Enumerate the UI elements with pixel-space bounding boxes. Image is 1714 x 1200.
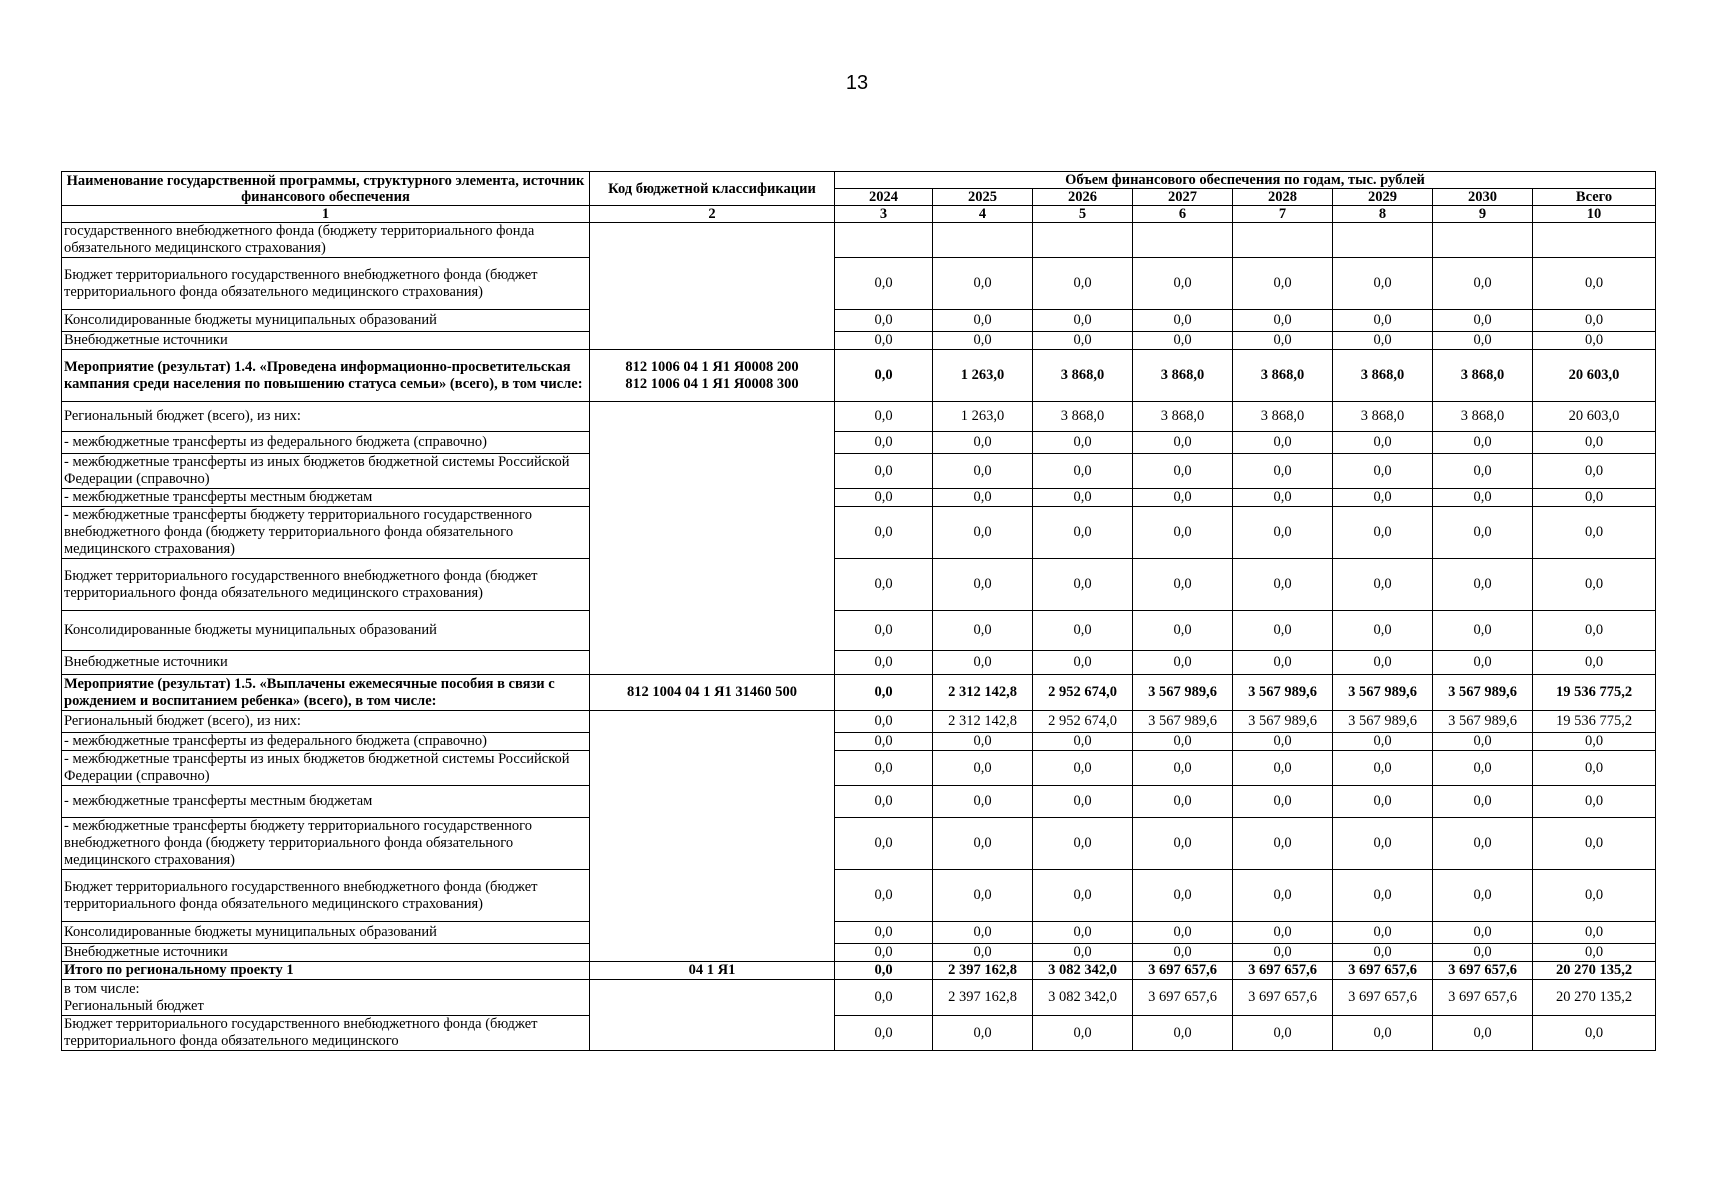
row-name: - межбюджетные трансферты бюджету территориального государственного внебюджетного фонда (бюджету территориального фонда обязательного медицинского страхования) <box>62 818 590 870</box>
value-year: 3 567 989,6 <box>1333 675 1433 711</box>
column-number: 3 <box>835 206 933 223</box>
value-total: 20 270 135,2 <box>1533 962 1656 980</box>
value-year: 0,0 <box>1033 751 1133 786</box>
table-row <box>62 432 1656 454</box>
value-year: 0,0 <box>1133 922 1233 944</box>
value-year: 0,0 <box>1433 310 1533 332</box>
value-year: 0,0 <box>835 1016 933 1051</box>
row-name: - межбюджетные трансферты из иных бюджетов бюджетной системы Российской Федерации (справочно) <box>62 454 590 489</box>
value-year: 0,0 <box>1233 611 1333 651</box>
value-total: 20 603,0 <box>1533 402 1656 432</box>
value-year: 0,0 <box>835 944 933 962</box>
value-year: 0,0 <box>1233 258 1333 310</box>
value-year: 0,0 <box>1233 870 1333 922</box>
value-year: 0,0 <box>1433 751 1533 786</box>
value-year: 0,0 <box>1033 454 1133 489</box>
row-name: Итого по региональному проекту 1 <box>62 962 590 980</box>
row-name: - межбюджетные трансферты местным бюджетам <box>62 489 590 507</box>
value-year: 0,0 <box>1133 332 1233 350</box>
row-name: Региональный бюджет (всего), из них: <box>62 711 590 733</box>
row-name: Мероприятие (результат) 1.4. «Проведена информационно-просветительская кампания среди населения по повышению статуса семьи» (всего), в том числе: <box>62 350 590 402</box>
value-total: 0,0 <box>1533 1016 1656 1051</box>
table-row <box>62 507 1656 559</box>
value-year: 0,0 <box>835 507 933 559</box>
value-year: 0,0 <box>1233 651 1333 675</box>
value-year: 0,0 <box>1033 818 1133 870</box>
value-total: 0,0 <box>1533 454 1656 489</box>
value-year: 0,0 <box>1033 733 1133 751</box>
value-year: 0,0 <box>1233 432 1333 454</box>
value-year: 0,0 <box>1133 818 1233 870</box>
value-year: 0,0 <box>1233 1016 1333 1051</box>
value-year: 3 567 989,6 <box>1433 711 1533 733</box>
table-row <box>62 223 1656 258</box>
value-year: 3 697 657,6 <box>1433 962 1533 980</box>
value-year: 0,0 <box>835 870 933 922</box>
value-year: 3 697 657,6 <box>1333 980 1433 1016</box>
table-row <box>62 751 1656 786</box>
value-year: 0,0 <box>933 1016 1033 1051</box>
value-year: 3 697 657,6 <box>1233 980 1333 1016</box>
value-year: 0,0 <box>1333 870 1433 922</box>
value-year: 0,0 <box>835 310 933 332</box>
value-year <box>1233 223 1333 258</box>
value-year <box>1333 223 1433 258</box>
row-name: в том числе: Региональный бюджет <box>62 980 590 1016</box>
value-year: 0,0 <box>835 432 933 454</box>
row-name: Мероприятие (результат) 1.5. «Выплачены ежемесячные пособия в связи с рождением и воспитанием ребенка» (всего), в том числе: <box>62 675 590 711</box>
header-year: 2027 <box>1133 189 1233 206</box>
value-total: 19 536 775,2 <box>1533 711 1656 733</box>
value-year: 0,0 <box>835 818 933 870</box>
value-total: 0,0 <box>1533 651 1656 675</box>
column-number: 5 <box>1033 206 1133 223</box>
row-name: Консолидированные бюджеты муниципальных образований <box>62 611 590 651</box>
value-year: 0,0 <box>1333 489 1433 507</box>
header-name: Наименование государственной программы, структурного элемента, источник финансового обеспечения <box>62 172 590 206</box>
value-total <box>1533 223 1656 258</box>
value-year: 1 263,0 <box>933 402 1033 432</box>
value-year: 0,0 <box>1333 922 1433 944</box>
value-year: 0,0 <box>1333 454 1433 489</box>
value-year: 0,0 <box>835 962 933 980</box>
value-year: 0,0 <box>933 922 1033 944</box>
value-year: 0,0 <box>933 258 1033 310</box>
value-year: 0,0 <box>1133 432 1233 454</box>
value-year: 2 312 142,8 <box>933 711 1033 733</box>
value-year: 0,0 <box>1133 751 1233 786</box>
value-year: 0,0 <box>1433 818 1533 870</box>
value-year: 0,0 <box>1333 733 1433 751</box>
value-year: 0,0 <box>1433 944 1533 962</box>
value-year <box>933 223 1033 258</box>
value-total: 0,0 <box>1533 944 1656 962</box>
value-year: 0,0 <box>933 733 1033 751</box>
row-name: Бюджет территориального государственного внебюджетного фонда (бюджет территориального фонда обязательного медицинского страхования) <box>62 870 590 922</box>
value-total: 0,0 <box>1533 258 1656 310</box>
table-row <box>62 310 1656 332</box>
row-name: Бюджет территориального государственного внебюджетного фонда (бюджет территориального фонда обязательного медицинского страхования) <box>62 258 590 310</box>
value-year: 0,0 <box>933 332 1033 350</box>
value-year: 0,0 <box>1333 507 1433 559</box>
column-number: 7 <box>1233 206 1333 223</box>
value-year: 3 868,0 <box>1433 402 1533 432</box>
value-year: 0,0 <box>1333 432 1433 454</box>
row-name: - межбюджетные трансферты из иных бюджетов бюджетной системы Российской Федерации (справочно) <box>62 751 590 786</box>
row-name: Региональный бюджет (всего), из них: <box>62 402 590 432</box>
financing-table <box>61 171 1656 1051</box>
table-row <box>62 651 1656 675</box>
value-year: 0,0 <box>1033 310 1133 332</box>
value-year: 0,0 <box>1133 1016 1233 1051</box>
value-year: 0,0 <box>1433 870 1533 922</box>
header-code: Код бюджетной классификации <box>590 172 835 206</box>
value-total: 20 603,0 <box>1533 350 1656 402</box>
value-year: 0,0 <box>1233 922 1333 944</box>
value-year: 0,0 <box>1133 651 1233 675</box>
value-year: 3 082 342,0 <box>1033 962 1133 980</box>
value-year: 0,0 <box>1333 611 1433 651</box>
header-year: 2025 <box>933 189 1033 206</box>
value-year: 0,0 <box>1433 507 1533 559</box>
value-year: 0,0 <box>1133 310 1233 332</box>
value-year: 0,0 <box>1333 786 1433 818</box>
value-year: 0,0 <box>1033 559 1133 611</box>
value-year: 0,0 <box>835 332 933 350</box>
row-name: - межбюджетные трансферты из федерального бюджета (справочно) <box>62 733 590 751</box>
value-year: 0,0 <box>1133 870 1233 922</box>
value-year: 0,0 <box>1433 786 1533 818</box>
value-year: 3 567 989,6 <box>1133 711 1233 733</box>
value-year: 0,0 <box>933 559 1033 611</box>
value-year: 0,0 <box>1333 944 1433 962</box>
column-number: 9 <box>1433 206 1533 223</box>
table-header <box>62 172 1656 223</box>
budget-code <box>590 223 835 350</box>
value-year: 0,0 <box>1133 786 1233 818</box>
table-row <box>62 402 1656 432</box>
value-year: 0,0 <box>835 922 933 944</box>
value-year: 0,0 <box>933 944 1033 962</box>
row-name: - межбюджетные трансферты из федерального бюджета (справочно) <box>62 432 590 454</box>
value-year: 3 697 657,6 <box>1333 962 1433 980</box>
row-name: - межбюджетные трансферты местным бюджетам <box>62 786 590 818</box>
value-year: 3 868,0 <box>1033 350 1133 402</box>
value-year: 0,0 <box>1033 332 1133 350</box>
table-row <box>62 944 1656 962</box>
value-year: 0,0 <box>1333 751 1433 786</box>
table-row <box>62 611 1656 651</box>
value-year: 0,0 <box>1033 870 1133 922</box>
value-year: 0,0 <box>1333 559 1433 611</box>
value-year: 3 868,0 <box>1433 350 1533 402</box>
value-year: 0,0 <box>1233 944 1333 962</box>
row-name: Внебюджетные источники <box>62 944 590 962</box>
value-year: 3 567 989,6 <box>1233 675 1333 711</box>
value-year: 0,0 <box>1133 559 1233 611</box>
value-year: 0,0 <box>1133 733 1233 751</box>
value-total: 0,0 <box>1533 507 1656 559</box>
header-year: 2026 <box>1033 189 1133 206</box>
value-year: 0,0 <box>1033 507 1133 559</box>
value-year: 0,0 <box>1333 258 1433 310</box>
value-year: 0,0 <box>933 454 1033 489</box>
value-year: 0,0 <box>1233 751 1333 786</box>
value-total: 0,0 <box>1533 733 1656 751</box>
column-number: 2 <box>590 206 835 223</box>
table-row <box>62 786 1656 818</box>
value-year: 0,0 <box>835 611 933 651</box>
value-year: 0,0 <box>1033 1016 1133 1051</box>
value-year: 3 868,0 <box>1133 350 1233 402</box>
value-year: 0,0 <box>1433 733 1533 751</box>
value-total: 0,0 <box>1533 870 1656 922</box>
table-row <box>62 350 1656 402</box>
table-row <box>62 675 1656 711</box>
column-number: 8 <box>1333 206 1433 223</box>
budget-code <box>590 711 835 962</box>
row-name: Консолидированные бюджеты муниципальных образований <box>62 922 590 944</box>
table-row <box>62 962 1656 980</box>
value-total: 0,0 <box>1533 818 1656 870</box>
value-year: 0,0 <box>835 651 933 675</box>
row-name: государственного внебюджетного фонда (бюджету территориального фонда обязательного медицинского страхования) <box>62 223 590 258</box>
value-year: 0,0 <box>1133 611 1233 651</box>
value-total: 0,0 <box>1533 611 1656 651</box>
budget-code: 04 1 Я1 <box>590 962 835 980</box>
value-total: 0,0 <box>1533 751 1656 786</box>
value-year: 0,0 <box>835 751 933 786</box>
value-total: 0,0 <box>1533 786 1656 818</box>
value-year: 2 397 162,8 <box>933 962 1033 980</box>
value-year: 0,0 <box>1233 559 1333 611</box>
value-year: 0,0 <box>1333 1016 1433 1051</box>
value-year: 3 697 657,6 <box>1133 980 1233 1016</box>
value-year: 0,0 <box>933 611 1033 651</box>
value-year: 2 397 162,8 <box>933 980 1033 1016</box>
value-year: 0,0 <box>1133 489 1233 507</box>
value-total: 0,0 <box>1533 489 1656 507</box>
value-year <box>835 223 933 258</box>
row-name: Внебюджетные источники <box>62 332 590 350</box>
value-year: 3 567 989,6 <box>1333 711 1433 733</box>
header-year: 2030 <box>1433 189 1533 206</box>
value-year: 0,0 <box>1233 507 1333 559</box>
value-year: 0,0 <box>1033 922 1133 944</box>
value-year: 3 567 989,6 <box>1433 675 1533 711</box>
table-row <box>62 332 1656 350</box>
header-year: 2029 <box>1333 189 1433 206</box>
value-year: 0,0 <box>835 402 933 432</box>
value-year: 0,0 <box>1233 310 1333 332</box>
value-year: 0,0 <box>933 489 1033 507</box>
budget-code: 812 1004 04 1 Я1 31460 500 <box>590 675 835 711</box>
value-total: 0,0 <box>1533 432 1656 454</box>
column-number: 1 <box>62 206 590 223</box>
value-year: 0,0 <box>1333 310 1433 332</box>
value-year: 0,0 <box>1233 454 1333 489</box>
value-year: 0,0 <box>1033 489 1133 507</box>
table-row <box>62 733 1656 751</box>
value-year <box>1133 223 1233 258</box>
value-year: 0,0 <box>835 454 933 489</box>
value-year: 0,0 <box>1133 507 1233 559</box>
value-year <box>1033 223 1133 258</box>
value-year: 0,0 <box>933 751 1033 786</box>
column-number: 10 <box>1533 206 1656 223</box>
header-total: Всего <box>1533 189 1656 206</box>
value-year: 0,0 <box>1233 332 1333 350</box>
value-year: 3 567 989,6 <box>1233 711 1333 733</box>
value-year: 0,0 <box>1433 1016 1533 1051</box>
value-year: 0,0 <box>1033 258 1133 310</box>
value-year: 0,0 <box>1133 944 1233 962</box>
value-year: 0,0 <box>1433 611 1533 651</box>
value-year: 0,0 <box>1033 432 1133 454</box>
value-year: 3 567 989,6 <box>1133 675 1233 711</box>
value-year: 0,0 <box>933 818 1033 870</box>
table-row <box>62 818 1656 870</box>
value-year: 0,0 <box>1433 432 1533 454</box>
value-year: 0,0 <box>835 733 933 751</box>
row-name: - межбюджетные трансферты бюджету территориального государственного внебюджетного фонда (бюджету территориального фонда обязательного медицинского страхования) <box>62 507 590 559</box>
value-year: 3 868,0 <box>1333 350 1433 402</box>
value-year: 0,0 <box>1133 454 1233 489</box>
value-year: 0,0 <box>1433 651 1533 675</box>
value-total: 0,0 <box>1533 332 1656 350</box>
value-total: 0,0 <box>1533 559 1656 611</box>
budget-code <box>590 402 835 675</box>
value-year: 2 952 674,0 <box>1033 711 1133 733</box>
value-year: 0,0 <box>1033 611 1133 651</box>
value-year: 0,0 <box>835 489 933 507</box>
value-year: 1 263,0 <box>933 350 1033 402</box>
value-year: 3 868,0 <box>1133 402 1233 432</box>
table-row <box>62 980 1656 1016</box>
budget-code: 812 1006 04 1 Я1 Я0008 200 812 1006 04 1 Я1 Я0008 300 <box>590 350 835 402</box>
value-year: 3 868,0 <box>1333 402 1433 432</box>
table-row <box>62 258 1656 310</box>
value-year: 0,0 <box>933 310 1033 332</box>
value-year: 0,0 <box>1433 332 1533 350</box>
value-total: 19 536 775,2 <box>1533 675 1656 711</box>
value-year: 0,0 <box>933 786 1033 818</box>
value-year: 3 868,0 <box>1233 350 1333 402</box>
row-name: Бюджет территориального государственного внебюджетного фонда (бюджет территориального фонда обязательного медицинского страхования) <box>62 559 590 611</box>
value-year: 0,0 <box>835 258 933 310</box>
value-year: 3 082 342,0 <box>1033 980 1133 1016</box>
value-year: 0,0 <box>1433 258 1533 310</box>
table-row <box>62 489 1656 507</box>
value-year: 0,0 <box>1333 818 1433 870</box>
value-year: 2 952 674,0 <box>1033 675 1133 711</box>
value-year: 0,0 <box>1233 733 1333 751</box>
value-year: 0,0 <box>1033 786 1133 818</box>
table-body <box>62 223 1656 1051</box>
value-year: 0,0 <box>835 711 933 733</box>
budget-code <box>590 980 835 1051</box>
row-name: Бюджет территориального государственного внебюджетного фонда (бюджет территориального фонда обязательного медицинского <box>62 1016 590 1051</box>
value-year: 3 868,0 <box>1233 402 1333 432</box>
value-total: 20 270 135,2 <box>1533 980 1656 1016</box>
value-year: 0,0 <box>1133 258 1233 310</box>
header-year: 2028 <box>1233 189 1333 206</box>
column-number: 6 <box>1133 206 1233 223</box>
row-name: Внебюджетные источники <box>62 651 590 675</box>
value-year: 0,0 <box>835 675 933 711</box>
table-row <box>62 870 1656 922</box>
value-year: 2 312 142,8 <box>933 675 1033 711</box>
value-year: 0,0 <box>933 651 1033 675</box>
value-year: 0,0 <box>1333 332 1433 350</box>
value-year: 0,0 <box>1433 559 1533 611</box>
table-row <box>62 1016 1656 1051</box>
value-total: 0,0 <box>1533 922 1656 944</box>
row-name: Консолидированные бюджеты муниципальных образований <box>62 310 590 332</box>
value-year: 3 697 657,6 <box>1233 962 1333 980</box>
page-number: 13 <box>845 72 869 94</box>
value-year: 3 868,0 <box>1033 402 1133 432</box>
value-year: 0,0 <box>1433 454 1533 489</box>
column-number: 4 <box>933 206 1033 223</box>
value-year: 0,0 <box>1233 489 1333 507</box>
value-year: 3 697 657,6 <box>1433 980 1533 1016</box>
value-year: 0,0 <box>1433 922 1533 944</box>
value-year: 0,0 <box>835 786 933 818</box>
value-year: 0,0 <box>933 432 1033 454</box>
value-year: 0,0 <box>835 980 933 1016</box>
value-year: 0,0 <box>1233 818 1333 870</box>
value-year: 3 697 657,6 <box>1133 962 1233 980</box>
value-year: 0,0 <box>1033 944 1133 962</box>
header-volume: Объем финансового обеспечения по годам, тыс. рублей <box>835 172 1656 189</box>
header-year: 2024 <box>835 189 933 206</box>
value-year: 0,0 <box>835 350 933 402</box>
value-year: 0,0 <box>933 507 1033 559</box>
value-year <box>1433 223 1533 258</box>
table-row <box>62 559 1656 611</box>
value-year: 0,0 <box>1033 651 1133 675</box>
value-year: 0,0 <box>1433 489 1533 507</box>
value-year: 0,0 <box>1333 651 1433 675</box>
value-year: 0,0 <box>835 559 933 611</box>
table-row <box>62 922 1656 944</box>
value-year: 0,0 <box>933 870 1033 922</box>
table-row <box>62 454 1656 489</box>
table-row <box>62 711 1656 733</box>
value-year: 0,0 <box>1233 786 1333 818</box>
value-total: 0,0 <box>1533 310 1656 332</box>
